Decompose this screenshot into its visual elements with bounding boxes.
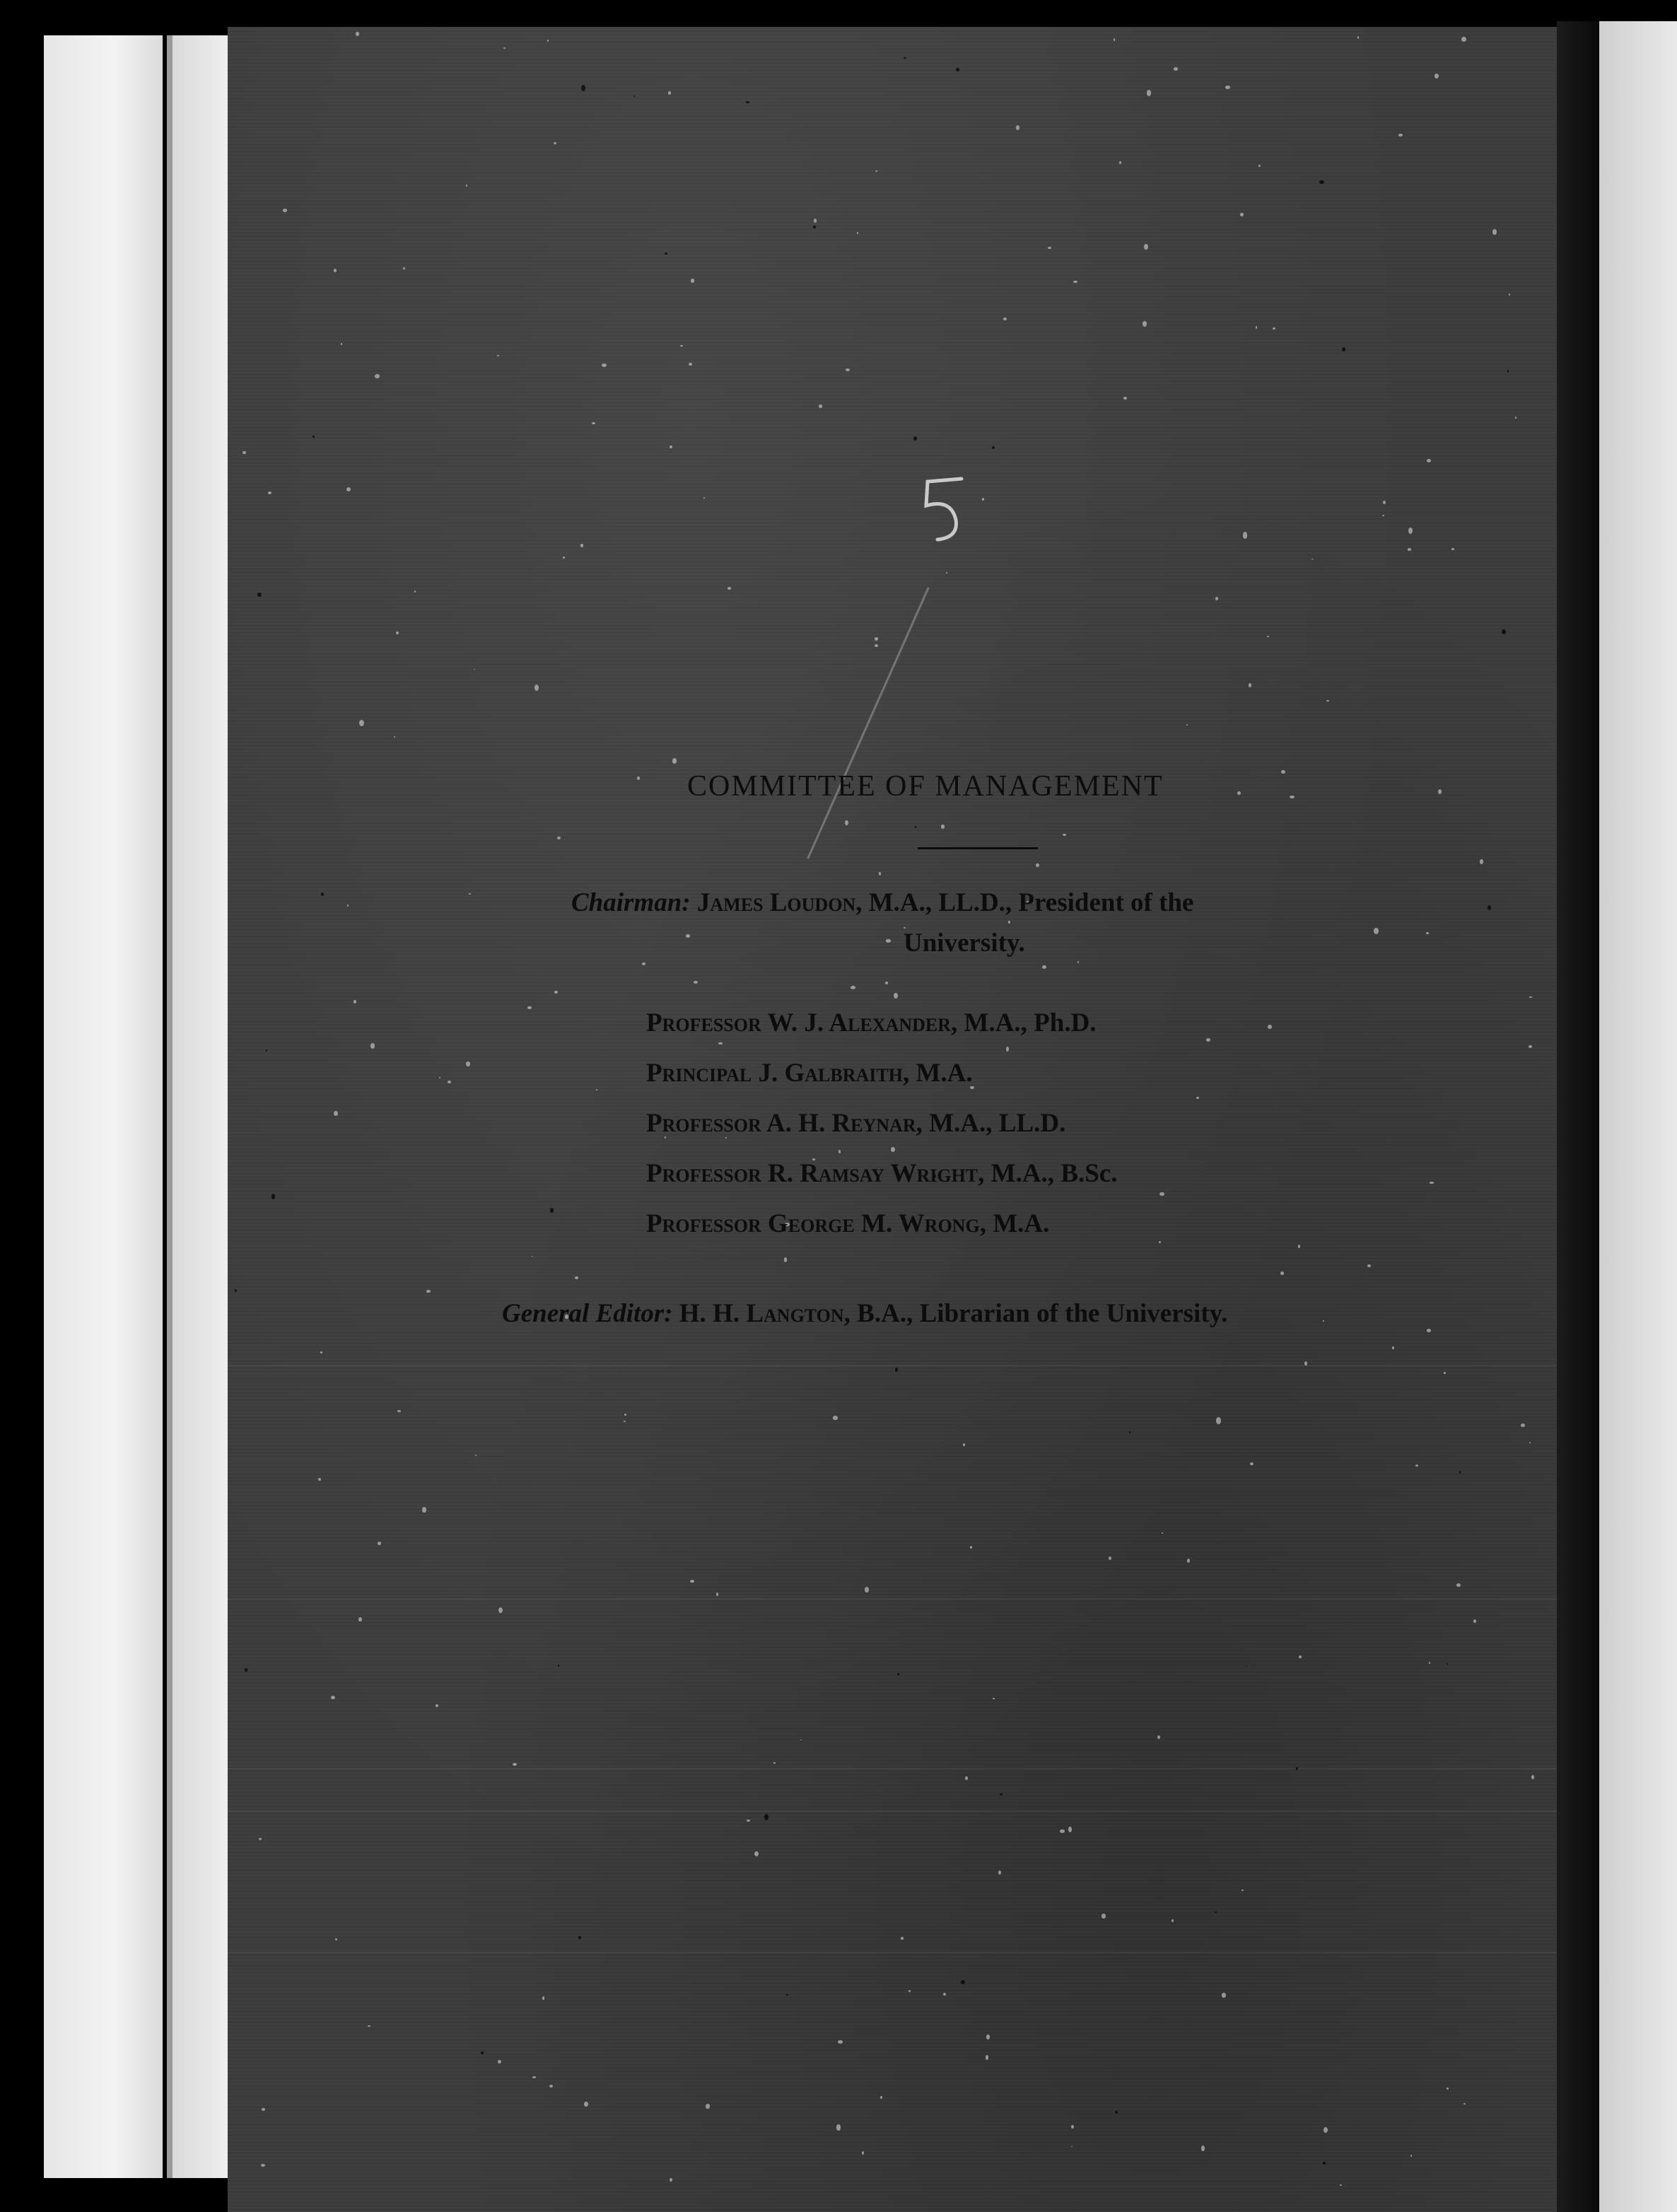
heading-rule — [918, 847, 1038, 849]
member-degrees: , M.A., LL.D. — [916, 1109, 1066, 1138]
chairman-name: James Loudon — [696, 888, 856, 917]
member-degrees: , M.A. — [979, 1209, 1050, 1238]
member-name: Principal J. Galbraith — [646, 1059, 903, 1088]
member-degrees: , M.A. — [902, 1059, 973, 1088]
editor-label: General Editor: — [502, 1299, 673, 1328]
member-degrees: , M.A., Ph.D. — [951, 1008, 1097, 1037]
member-name: Professor A. H. Reynar — [646, 1109, 916, 1138]
member-name: Professor W. J. Alexander — [646, 1008, 952, 1037]
chairman-line — [571, 887, 1193, 918]
member-degrees: , M.A., B.Sc. — [978, 1159, 1118, 1188]
committee-heading: COMMITTEE OF MANAGEMENT — [687, 770, 1164, 803]
member-name: Professor R. Ramsay Wright — [646, 1159, 978, 1188]
editor-degrees: , B.A., Librarian of the University. — [843, 1299, 1228, 1328]
chairman-label: Chairman: — [571, 888, 691, 917]
member-line — [646, 1158, 1117, 1189]
editor-name: H. H. Langton — [679, 1299, 844, 1328]
chairman-continuation: University. — [904, 929, 1025, 957]
member-line — [646, 1058, 973, 1088]
editor-line — [502, 1298, 1227, 1329]
member-line — [646, 1209, 1049, 1239]
member-line — [646, 1008, 1097, 1038]
chairman-degrees: , M.A., LL.D., President of the — [855, 888, 1194, 917]
member-name: Professor George M. Wrong — [646, 1209, 980, 1238]
member-line — [646, 1108, 1065, 1139]
